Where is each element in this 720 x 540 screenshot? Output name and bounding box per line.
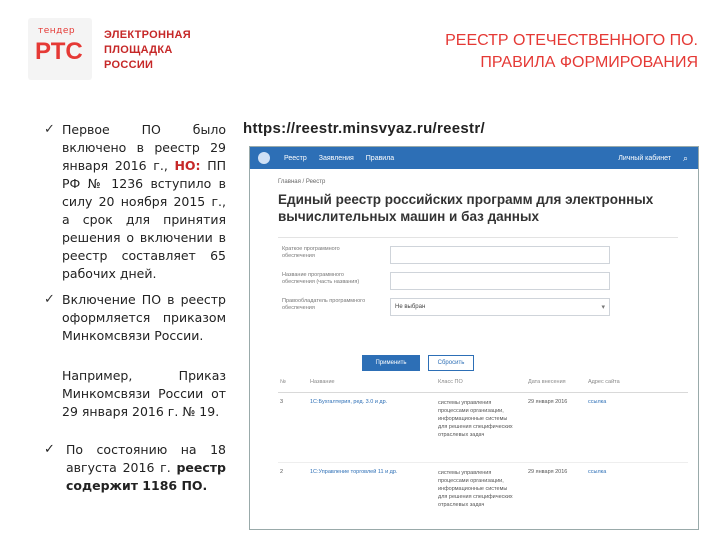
registry-nav-bar xyxy=(250,147,698,169)
registry-url[interactable]: https://reestr.minsvyaz.ru/reestr/ xyxy=(243,120,485,137)
emblem-icon xyxy=(258,152,270,164)
bullet-registry-count xyxy=(44,441,226,495)
table-row[interactable] xyxy=(278,463,688,530)
logo-line-1: ЭЛЕКТРОННАЯ xyxy=(104,29,191,41)
registry-filter-form xyxy=(278,237,678,357)
col-header-num[interactable]: № xyxy=(280,379,286,385)
filter-label: Краткое программного обеспечения xyxy=(282,246,340,259)
checkmark-icon: ✓ xyxy=(44,442,55,457)
logo-tender-text: тендер xyxy=(38,26,76,36)
registry-table xyxy=(278,379,688,530)
filter-label: Название программного обеспечения (часть названия) xyxy=(282,272,360,285)
registry-page-title: Единый реестр российских программ для электронных вычислительных машин и баз данных xyxy=(278,192,654,224)
name-input[interactable] xyxy=(390,272,610,290)
cell-site[interactable]: ссылка xyxy=(588,469,607,475)
bullet-text: По состоянию на 18 августа 2016 г. xyxy=(66,442,226,475)
cell-class: системы управления процессами организации, информационные системы для решения специфических отраслевых задач xyxy=(438,470,513,508)
registry-screenshot xyxy=(249,146,699,530)
cell-site[interactable]: ссылка xyxy=(588,399,607,405)
cell-num: 2 xyxy=(280,469,284,475)
company-logo xyxy=(28,18,208,80)
personal-account-link[interactable]: Личный кабинет xyxy=(618,154,671,162)
col-header-class[interactable]: Класс ПО xyxy=(438,379,463,385)
nav-item-applications[interactable]: Заявления xyxy=(318,154,354,162)
table-header xyxy=(278,379,688,393)
apply-button[interactable]: Применить xyxy=(362,355,420,371)
table-row[interactable] xyxy=(278,393,688,463)
bullet-order xyxy=(44,291,226,345)
left-text-column xyxy=(44,121,226,495)
cell-name[interactable]: 1С:Бухгалтерия, ред. 3.0 и др. xyxy=(310,399,388,405)
bullet-text: Включение ПО в реестр оформляется приказом Минкомсвязи России. xyxy=(62,292,226,343)
logo-line-3: РОССИИ xyxy=(104,59,154,71)
bullet-text-tail: ПП РФ № 1236 вступило в силу 20 ноября 2015 г., а срок для принятия решения о включении в реестр составляет 65 рабочих дней. xyxy=(62,158,226,281)
bullet-first-software xyxy=(44,121,226,283)
example-paragraph: Например, Приказ Минкомсвязи России от 29 января 2016 г. № 19. xyxy=(62,368,226,419)
reset-button[interactable]: Сбросить xyxy=(428,355,474,371)
filter-label: Правообладатель программного обеспечения xyxy=(282,298,366,311)
cell-num: 3 xyxy=(280,399,284,405)
owner-select[interactable]: Не выбран ▾ xyxy=(390,298,610,316)
short-name-input[interactable] xyxy=(390,246,610,264)
cell-date: 29 января 2016 xyxy=(528,399,568,405)
col-header-site[interactable]: Адрес сайта xyxy=(588,379,620,385)
logo-line-2: ПЛОЩАДКА xyxy=(104,44,173,56)
breadcrumb: Главная / Реестр xyxy=(278,179,326,185)
col-header-date[interactable]: Дата внесения xyxy=(528,379,566,385)
col-header-name[interactable]: Название xyxy=(310,379,335,385)
bullet-bold-text: реестр содержит 1186 ПО. xyxy=(66,460,226,493)
bullet-text: Первое ПО было включено в реестр 29 января 2016 г., xyxy=(62,122,226,173)
slide-title-line-1: РЕЕСТР ОТЕЧЕСТВЕННОГО ПО. xyxy=(445,32,698,49)
logo-rts-text: РТС xyxy=(35,38,83,65)
cell-name[interactable]: 1С:Управление торговлей 11 и др. xyxy=(310,469,398,475)
nav-item-registry[interactable]: Реестр xyxy=(284,154,307,162)
nav-item-rules[interactable]: Правила xyxy=(365,154,395,162)
slide-title-line-2: ПРАВИЛА ФОРМИРОВАНИЯ xyxy=(480,54,698,71)
cell-date: 29 января 2016 xyxy=(528,469,568,475)
logo-badge xyxy=(28,18,92,80)
checkmark-icon: ✓ xyxy=(44,122,55,137)
checkmark-icon: ✓ xyxy=(44,292,55,307)
search-icon[interactable]: ⌕ xyxy=(682,152,688,163)
bullet-highlight: НО: xyxy=(174,158,201,173)
slide-title xyxy=(338,30,698,74)
cell-class: системы управления процессами организации, информационные системы для решения специфических отраслевых задач xyxy=(438,400,513,438)
